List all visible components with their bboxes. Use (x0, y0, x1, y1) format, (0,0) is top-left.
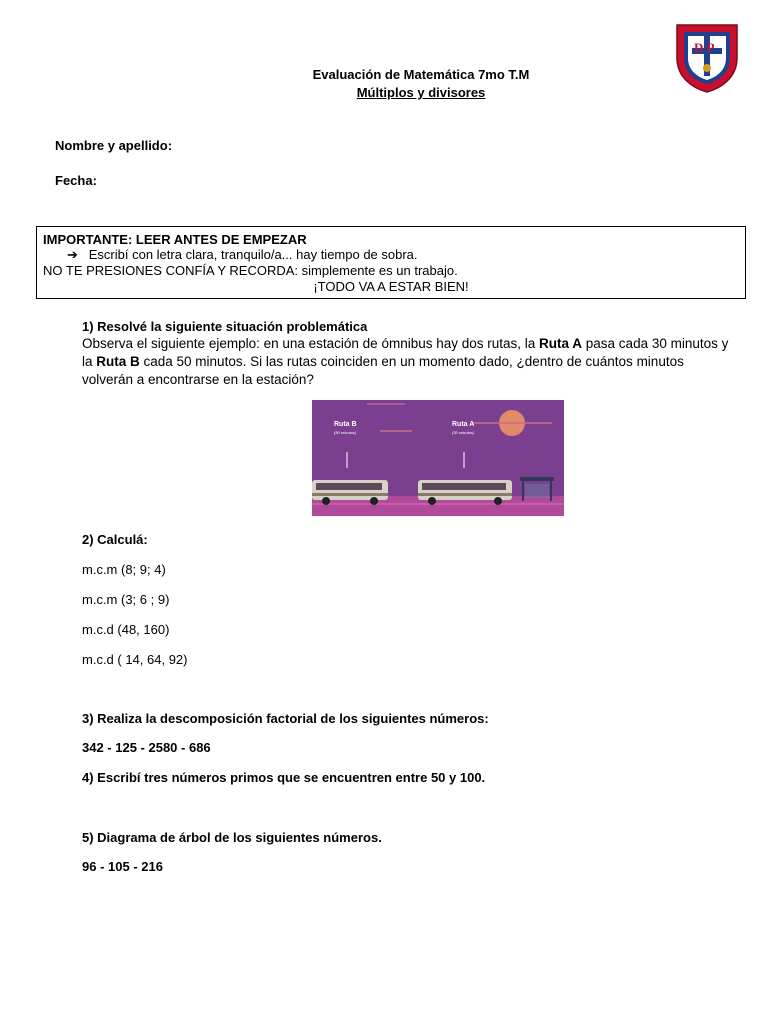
question-3-numbers: 342 - 125 - 2580 - 686 (82, 740, 211, 755)
calc-item-3: m.c.d (48, 160) (82, 622, 170, 637)
question-4-heading: 4) Escribí tres números primos que se encuentren entre 50 y 100. (82, 770, 486, 785)
important-notice-box (36, 226, 746, 299)
notice-line-1 (67, 247, 418, 263)
school-crest-logo (674, 22, 740, 94)
route-a-image-label: Ruta A (452, 421, 475, 428)
question-3-heading: 3) Realiza la descomposición factorial de los siguientes números: (82, 711, 489, 726)
question-1-heading: 1) Resolvé la siguiente situación problemática (82, 319, 368, 334)
document-subtitle: Múltiplos y divisores (356, 85, 486, 100)
bus-stop-shelter-icon (520, 477, 554, 501)
crest-letters: D P (694, 40, 715, 55)
route-b-image-sub: (50 minutos) (334, 430, 357, 435)
calc-item-4: m.c.d ( 14, 64, 92) (82, 652, 188, 667)
arrow-bullet-icon: ➔ (67, 247, 78, 262)
notice-heading: IMPORTANTE: LEER ANTES DE EMPEZAR (43, 232, 307, 247)
question-5-numbers: 96 - 105 - 216 (82, 859, 163, 874)
bus-station-illustration (312, 400, 564, 516)
notice-line-2: NO TE PRESIONES CONFÍA Y RECORDA: simplemente es un trabajo. (43, 263, 458, 278)
question-1-text: Observa el siguiente ejemplo: en una estación de ómnibus hay dos rutas, la Ruta A pasa cada 30 minutos y la Ruta B cada 50 minutos. Si las rutas coinciden en un momento dado, ¿dentro de cuántos minutos volverán a encontrarse en la estación? (82, 336, 729, 387)
route-b-image-label: Ruta B (334, 421, 357, 428)
date-field-label: Fecha: (55, 173, 97, 188)
route-a-label: Ruta A (539, 336, 583, 351)
question-5-heading: 5) Diagrama de árbol de los siguientes números. (82, 830, 382, 845)
calc-item-1: m.c.m (8; 9; 4) (82, 562, 166, 577)
document-title: Evaluación de Matemática 7mo T.M (312, 67, 530, 82)
calc-item-2: m.c.m (3; 6 ; 9) (82, 592, 170, 607)
question-2-heading: 2) Calculá: (82, 532, 148, 547)
route-b-label: Ruta B (96, 354, 140, 369)
route-a-image-sub: (30 minutos) (452, 430, 475, 435)
notice-line-3: ¡TODO VA A ESTAR BIEN! (313, 279, 469, 294)
notice-line-1-text: Escribí con letra clara, tranquilo/a... hay tiempo de sobra. (88, 247, 418, 262)
name-field-label: Nombre y apellido: (55, 138, 173, 153)
